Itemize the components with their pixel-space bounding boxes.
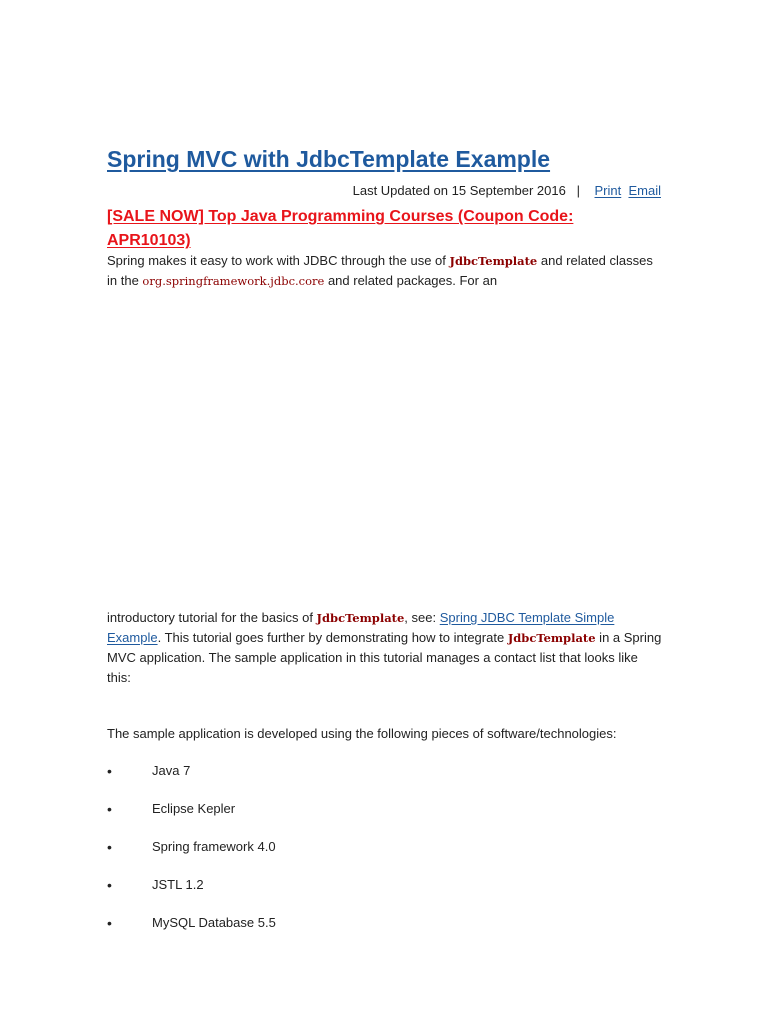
cont-code-jdbctemplate-2: JdbcTemplate [507,631,596,645]
bullet-icon: • [107,915,112,931]
continuation-paragraph [107,608,662,688]
list-item-text: Java 7 [152,763,191,778]
email-link[interactable]: Email [628,183,661,198]
bullet-icon: • [107,877,112,893]
cont-text-3: . This tutorial goes further by demonstrating how to integrate [157,630,508,645]
article-meta [107,183,661,198]
cont-text-1: introductory tutorial for the basics of [107,610,317,625]
tech-intro-paragraph: The sample application is developed using the following pieces of software/technologies: [107,726,617,741]
bullet-icon: • [107,839,112,855]
article-title[interactable]: Spring MVC with JdbcTemplate Example [107,146,551,172]
meta-separator: | [576,183,581,198]
last-updated: Last Updated on 15 September 2016 [352,183,566,198]
intro-code-jdbctemplate: JdbcTemplate [449,254,538,268]
list-item-text: Spring framework 4.0 [152,839,276,854]
intro-text-1: Spring makes it easy to work with JDBC through the use of [107,253,450,268]
print-link[interactable]: Print [594,183,622,198]
intro-text-2: and related classes in the [107,253,653,288]
bullet-icon: • [107,763,112,779]
cont-text-4: in a Spring MVC application. The sample application in this tutorial manages a contact list that looks like this: [107,630,662,685]
list-item-text: JSTL 1.2 [152,877,204,892]
intro-code-package: org.springframework.jdbc.core [142,274,325,288]
list-item-text: Eclipse Kepler [152,801,236,816]
intro-text-3: and related packages. For an [324,273,498,288]
intro-paragraph [107,251,662,291]
list-item-text: MySQL Database 5.5 [152,915,276,930]
bullet-icon: • [107,801,112,817]
cont-code-jdbctemplate-1: JdbcTemplate [316,611,405,625]
jdbc-template-tutorial-link[interactable]: Spring JDBC Template Simple Example [107,610,615,645]
sale-banner-link[interactable]: [SALE NOW] Top Java Programming Courses (Coupon Code: APR10103) [107,208,574,249]
cont-text-2: , see: [404,610,440,625]
